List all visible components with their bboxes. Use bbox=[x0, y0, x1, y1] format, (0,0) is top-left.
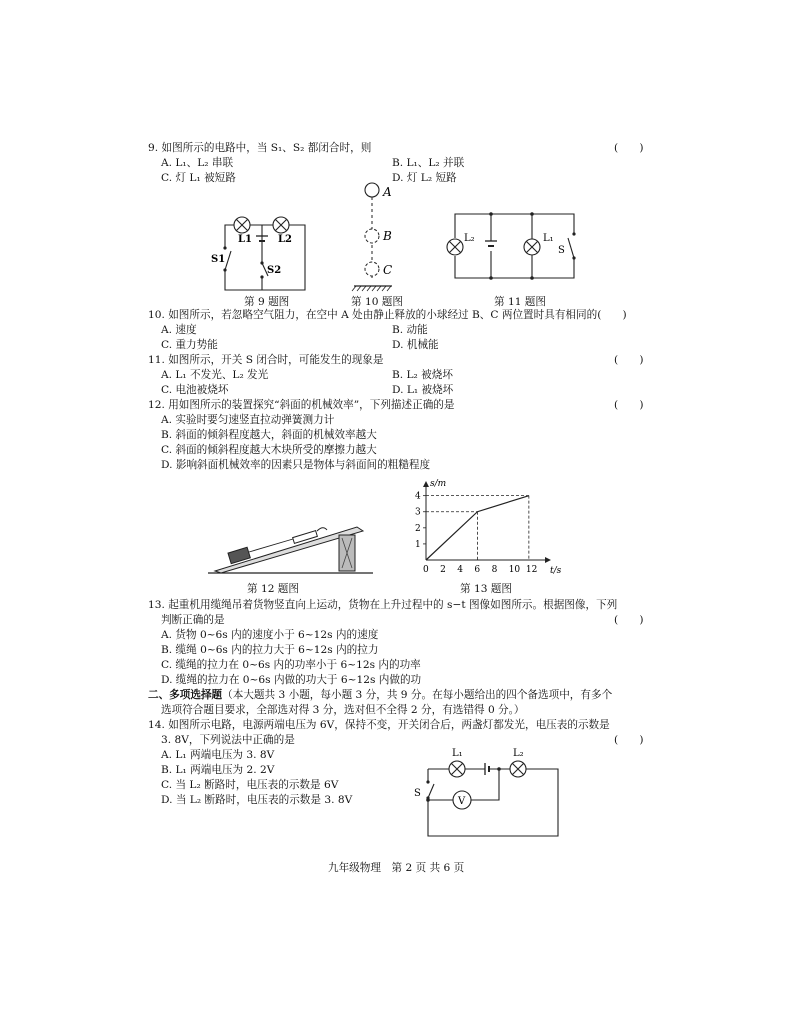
q14-stem-line1: 14. 如图所示电路，电源两端电压为 6V，保持不变，开关闭合后，两盏灯都发光，电压表的示数是 bbox=[148, 719, 610, 731]
x-tick-label: 4 bbox=[457, 565, 464, 575]
section-2-header bbox=[148, 688, 612, 702]
q11-option-c: C. 电池被烧坏 bbox=[161, 384, 229, 396]
x-tick-label: 8 bbox=[491, 565, 498, 575]
x-axis-label: t/s bbox=[550, 566, 562, 576]
q10-option-a: A. 速度 bbox=[161, 324, 197, 336]
q14-option-b: B. L₁ 两端电压为 2. 2V bbox=[161, 764, 275, 776]
x-tick-label: 0 bbox=[423, 565, 429, 575]
q10-option-b: B. 动能 bbox=[392, 324, 428, 336]
q11-option-b: B. L₂ 被烧坏 bbox=[392, 369, 453, 381]
q12-option-b: B. 斜面的倾斜程度越大，斜面的机械效率越大 bbox=[161, 429, 377, 441]
section-2-instructions-line1: （本大题共 3 小题，每小题 3 分，共 9 分。在每小题给出的四个备选项中，有多个 bbox=[222, 689, 613, 701]
figure-13-st-graph bbox=[410, 478, 560, 578]
q12-option-c: C. 斜面的倾斜程度越大木块所受的摩擦力越大 bbox=[161, 444, 377, 456]
y-axis-label: s/m bbox=[430, 479, 447, 489]
y-tick-label: 2 bbox=[415, 523, 421, 534]
q14-option-a: A. L₁ 两端电压为 3. 8V bbox=[161, 749, 275, 761]
hand-pull-icon bbox=[317, 528, 327, 531]
figure-12-caption: 第 12 题图 bbox=[247, 583, 299, 595]
q13-option-b: B. 缆绳 0~6s 内的拉力大于 6~12s 内的拉力 bbox=[161, 644, 379, 656]
q9-option-a: A. L₁、L₂ 串联 bbox=[161, 157, 234, 169]
q12-option-d: D. 影响斜面机械效率的因素只是物体与斜面间的粗糙程度 bbox=[161, 459, 431, 471]
ball-b-icon bbox=[365, 229, 379, 243]
q9-option-c: C. 灯 L₁ 被短路 bbox=[161, 172, 236, 184]
q13-stem-line2: 判断正确的是 bbox=[161, 614, 225, 626]
switch-s-icon bbox=[428, 784, 434, 798]
q13-option-d: D. 缆绳的拉力在 0~6s 内做的功大于 6~12s 内做的功 bbox=[161, 674, 422, 686]
guide-lines bbox=[426, 496, 529, 560]
q13-option-a: A. 货物 0~6s 内的速度小于 6~12s 内的速度 bbox=[161, 629, 379, 641]
q13-option-c: C. 缆绳的拉力在 0~6s 内的功率小于 6~12s 内的功率 bbox=[161, 659, 421, 671]
x-tick-label: 6 bbox=[474, 565, 481, 575]
label-c: C bbox=[383, 263, 393, 277]
q10-option-c: C. 重力势能 bbox=[161, 339, 218, 351]
label-l1: L₁ bbox=[452, 748, 463, 759]
label-l1: L1 bbox=[238, 234, 252, 245]
label-l2: L₂ bbox=[513, 748, 524, 759]
section-2-instructions-line2: 选项符合题目要求，全部选对得 3 分，选对但不全得 2 分，有选错得 0 分。） bbox=[161, 704, 525, 716]
figure-14-circuit bbox=[410, 742, 560, 840]
q13-stem-line1: 13. 起重机用缆绳吊着货物竖直向上运动，货物在上升过程中的 s−t 图像如图所示。根据图像，下列 bbox=[148, 599, 618, 611]
q10-option-d: D. 机械能 bbox=[392, 339, 439, 351]
q12-option-a: A. 实验时要匀速竖直拉动弹簧测力计 bbox=[161, 414, 335, 426]
label-s: S bbox=[414, 788, 421, 799]
q10-stem: 10. 如图所示，若忽略空气阻力，在空中 A 处由静止释放的小球经过 B、C 两位置时具有相同的( ) bbox=[148, 309, 627, 321]
figure-9-circuit bbox=[211, 210, 315, 295]
x-tick-label: 2 bbox=[440, 565, 446, 575]
label-b: B bbox=[383, 229, 392, 243]
figure-9-caption: 第 9 题图 bbox=[244, 296, 290, 308]
q12-stem: 12. 用如图所示的装置探究“斜面的机械效率”，下列描述正确的是 bbox=[148, 399, 455, 411]
q14-option-d: D. 当 L₂ 断路时，电压表的示数是 3. 8V bbox=[161, 794, 353, 806]
x-tick-label: 10 bbox=[508, 565, 521, 575]
page-footer: 九年级物理 第 2 页 共 6 页 bbox=[328, 862, 465, 874]
q12-answer-paren: ( ) bbox=[614, 399, 644, 411]
figure-11-circuit bbox=[450, 208, 580, 292]
q11-answer-paren: ( ) bbox=[614, 354, 644, 366]
label-s: S bbox=[558, 245, 565, 256]
q9-stem: 9. 如图所示的电路中，当 S₁、S₂ 都闭合时，则 bbox=[148, 142, 372, 154]
figure-10-falling-ball bbox=[350, 182, 400, 294]
q9-answer-paren: ( ) bbox=[614, 142, 644, 154]
y-axis-arrow-icon bbox=[423, 481, 429, 487]
label-s1: S1 bbox=[211, 254, 226, 265]
label-l2: L2 bbox=[278, 234, 292, 245]
figure-13-caption: 第 13 题图 bbox=[460, 583, 512, 595]
label-a: A bbox=[383, 185, 392, 199]
ball-a-icon bbox=[365, 183, 379, 197]
label-l1: L₁ bbox=[543, 233, 554, 244]
q11-stem: 11. 如图所示，开关 S 闭合时，可能发生的现象是 bbox=[148, 354, 384, 366]
y-tick-label: 1 bbox=[415, 539, 421, 550]
q11-option-a: A. L₁ 不发光、L₂ 发光 bbox=[161, 369, 269, 381]
q13-answer-paren: ( ) bbox=[614, 614, 644, 626]
figure-10-caption: 第 10 题图 bbox=[351, 296, 403, 308]
figure-12-incline-apparatus bbox=[205, 505, 375, 580]
label-v: V bbox=[458, 796, 466, 807]
label-l2: L₂ bbox=[464, 233, 475, 244]
label-s2: S2 bbox=[267, 265, 282, 276]
q14-option-c: C. 当 L₂ 断路时，电压表的示数是 6V bbox=[161, 779, 339, 791]
q11-option-d: D. L₁ 被烧坏 bbox=[392, 384, 454, 396]
q14-stem-line2: 3. 8V，下列说法中正确的是 bbox=[161, 734, 295, 746]
x-axis-arrow-icon bbox=[545, 557, 551, 563]
q14-answer-paren: ( ) bbox=[614, 734, 644, 746]
x-tick-label: 12 bbox=[525, 565, 538, 575]
ball-c-icon bbox=[365, 262, 379, 276]
section-2-title: 二、多项选择题 bbox=[148, 689, 223, 701]
q9-option-b: B. L₁、L₂ 并联 bbox=[392, 157, 465, 169]
q9-option-d: D. 灯 L₂ 短路 bbox=[392, 172, 457, 184]
figure-11-caption: 第 11 题图 bbox=[494, 296, 546, 308]
y-tick-label: 3 bbox=[415, 507, 421, 518]
y-tick-label: 4 bbox=[415, 491, 421, 502]
